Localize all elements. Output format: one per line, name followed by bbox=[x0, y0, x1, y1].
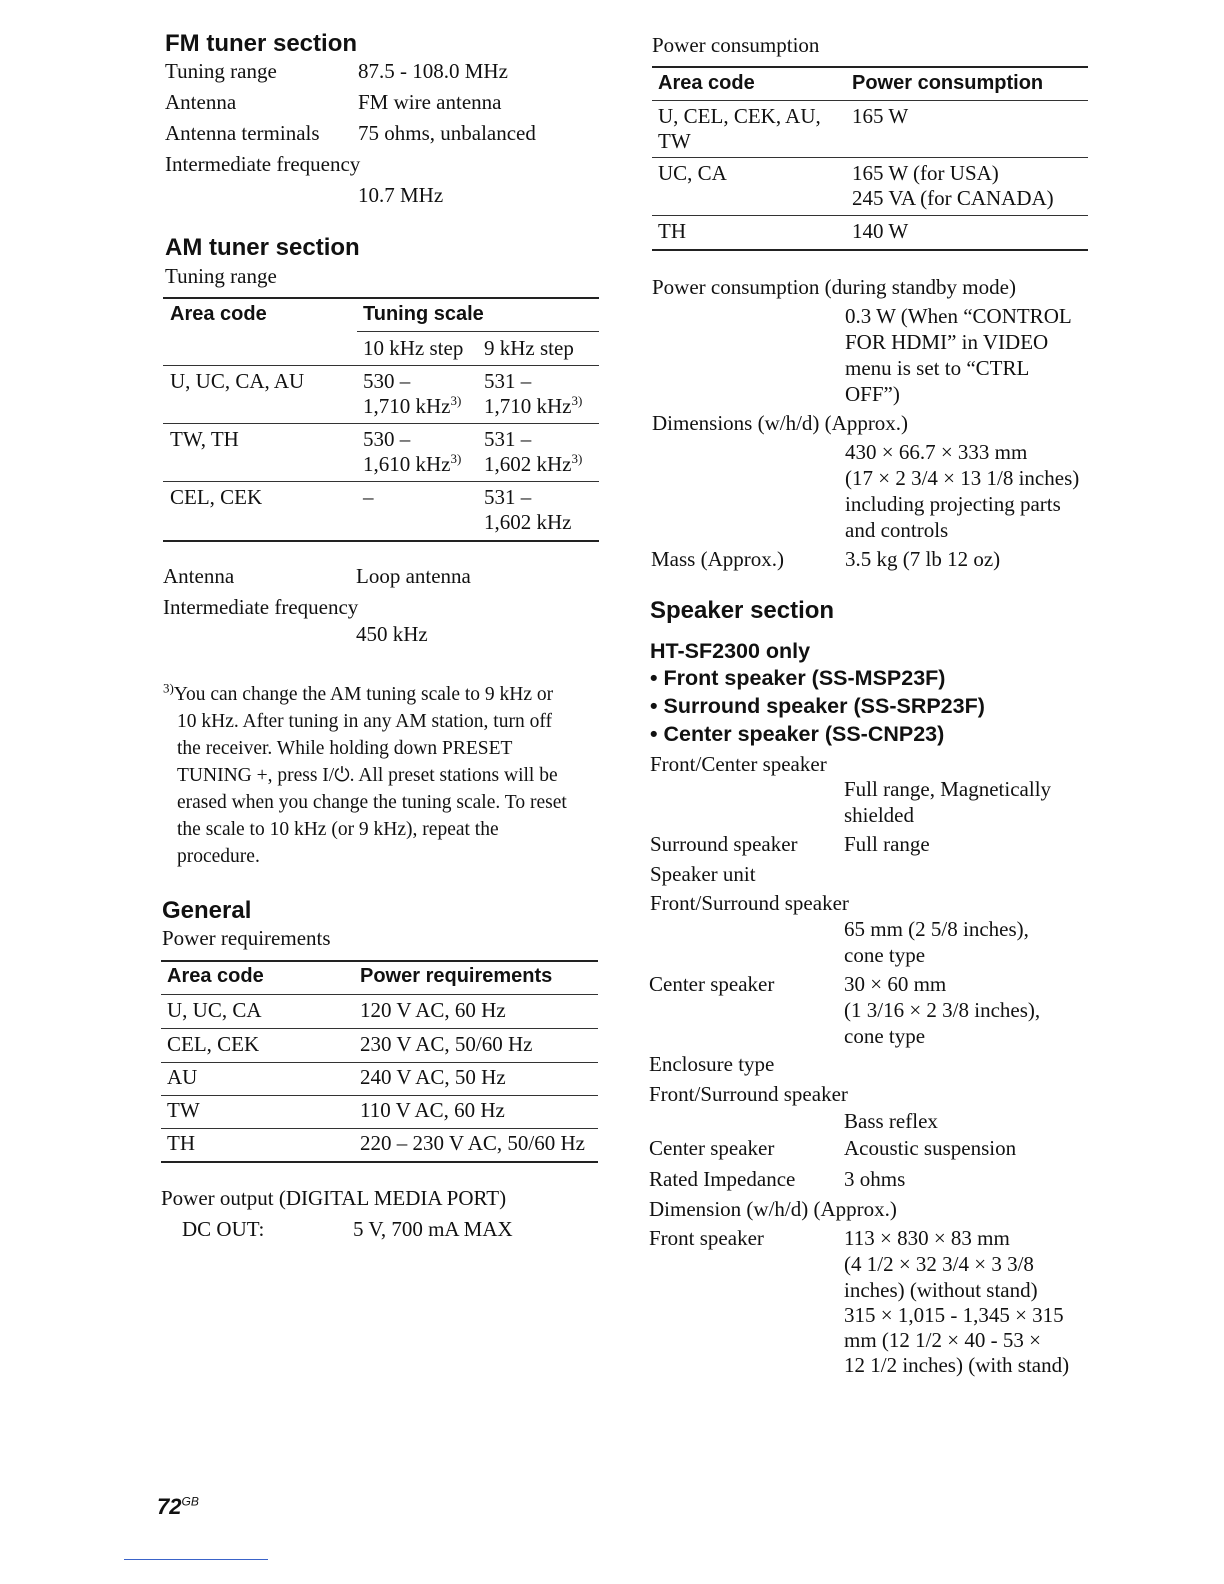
enclosure-center-value: Acoustic suspension bbox=[844, 1136, 1017, 1160]
fm-section-title: FM tuner section bbox=[165, 30, 358, 57]
front-speaker-line: 315 × 1,015 - 1,345 × 315 bbox=[844, 1303, 1064, 1327]
consumption-row-value: 140 W bbox=[852, 219, 909, 243]
power-table-rule bbox=[161, 1028, 598, 1029]
am-table-header-9k: 9 kHz step bbox=[484, 336, 574, 360]
consumption-row-value: 165 W bbox=[852, 104, 909, 128]
center-line: cone type bbox=[844, 1024, 926, 1048]
front-speaker-line: (4 1/2 × 32 3/4 × 3 3/8 bbox=[844, 1252, 1034, 1276]
enclosure-label: Enclosure type bbox=[649, 1052, 775, 1076]
standby-line: FOR HDMI” in VIDEO bbox=[845, 330, 1049, 354]
general-section-title: General bbox=[162, 897, 252, 924]
am-row-10k-end: 1,710 kHz$^{3)}$ bbox=[363, 393, 462, 418]
fm-tuning-range-label: Tuning range bbox=[165, 59, 277, 83]
am-row-10k-start: 530 – bbox=[363, 427, 411, 451]
power-row-area: TH bbox=[167, 1131, 195, 1155]
impedance-label: Rated Impedance bbox=[649, 1167, 796, 1191]
speaker-section-title: Speaker section bbox=[650, 597, 835, 624]
consumption-table-bottom-rule bbox=[652, 249, 1088, 251]
power-table-bottom-rule bbox=[161, 1161, 598, 1163]
power-table-rule bbox=[161, 1128, 598, 1129]
speaker-dimension-label: Dimension (w/h/d) (Approx.) bbox=[649, 1197, 897, 1221]
am-row-10k-end: 1,610 kHz$^{3)}$ bbox=[363, 451, 462, 476]
am-tuning-range-label: Tuning range bbox=[165, 264, 277, 288]
dimensions-line: 430 × 66.7 × 333 mm bbox=[845, 440, 1028, 464]
center-label: Center speaker bbox=[649, 972, 775, 996]
front-speaker-line: mm (12 1/2 × 40 - 53 × bbox=[844, 1328, 1041, 1352]
fm-if-value: 10.7 MHz bbox=[358, 183, 444, 207]
front-surround-line: 65 mm (2 5/8 inches), bbox=[844, 917, 1029, 941]
power-table-rule bbox=[161, 1095, 598, 1096]
am-row-9k-end: 1,602 kHz$^{3)}$ bbox=[484, 451, 583, 476]
standby-line: menu is set to “CTRL bbox=[845, 356, 1030, 380]
am-row-9k-start: 531 – bbox=[484, 369, 532, 393]
am-row-10k-start: – bbox=[363, 485, 374, 509]
surround-value: Full range bbox=[844, 832, 930, 856]
power-requirements-label: Power requirements bbox=[162, 926, 331, 950]
power-table-top-rule bbox=[161, 960, 598, 962]
dc-out-label: DC OUT: bbox=[182, 1217, 265, 1241]
power-row-req: 220 – 230 V AC, 50/60 Hz bbox=[360, 1131, 585, 1155]
footnote-mark: 3) bbox=[163, 680, 174, 696]
am-if-label: Intermediate frequency bbox=[163, 595, 359, 619]
dimensions-label: Dimensions (w/h/d) (Approx.) bbox=[652, 411, 909, 435]
am-row-rule bbox=[163, 481, 599, 482]
am-section-title: AM tuner section bbox=[165, 234, 360, 261]
enclosure-center-label: Center speaker bbox=[649, 1136, 775, 1160]
consumption-table-rule bbox=[652, 215, 1088, 216]
am-row-area: U, UC, CA, AU bbox=[170, 369, 305, 393]
am-table-header-area: Area code bbox=[170, 303, 267, 325]
am-antenna-label: Antenna bbox=[163, 564, 235, 588]
impedance-value: 3 ohms bbox=[844, 1167, 906, 1191]
consumption-header-pc: Power consumption bbox=[852, 72, 1044, 94]
consumption-row-value: 165 W (for USA) bbox=[852, 161, 999, 185]
power-table-rule bbox=[161, 1062, 598, 1063]
am-row-rule bbox=[163, 423, 599, 424]
dimensions-line: and controls bbox=[845, 518, 949, 542]
power-table-rule bbox=[161, 994, 598, 995]
power-row-req: 110 V AC, 60 Hz bbox=[360, 1098, 505, 1122]
consumption-header-area: Area code bbox=[658, 72, 755, 94]
power-output-label: Power output (DIGITAL MEDIA PORT) bbox=[161, 1186, 507, 1210]
speaker-unit-label: Speaker unit bbox=[650, 862, 756, 886]
am-if-value: 450 kHz bbox=[356, 622, 428, 646]
front-speaker-line: 113 × 830 × 83 mm bbox=[844, 1226, 1010, 1250]
consumption-row-area-cont: TW bbox=[658, 129, 691, 153]
power-row-area: AU bbox=[167, 1065, 198, 1089]
consumption-row-area: U, CEL, CEK, AU, bbox=[658, 104, 821, 128]
front-center-line: shielded bbox=[844, 803, 914, 827]
page-number: $72^{GB}$ bbox=[157, 1494, 199, 1519]
dimensions-line: including projecting parts bbox=[845, 492, 1061, 516]
power-table-header-req: Power requirements bbox=[360, 965, 553, 987]
consumption-table-rule bbox=[652, 100, 1088, 101]
fm-antenna-terminals-label: Antenna terminals bbox=[165, 121, 320, 145]
am-row-9k-start: 531 – bbox=[484, 427, 532, 451]
am-row-9k-end: 1,602 kHz bbox=[484, 510, 572, 534]
front-speaker-line: inches) (without stand) bbox=[844, 1278, 1038, 1302]
power-consumption-label: Power consumption bbox=[652, 33, 820, 57]
am-row-9k-end: 1,710 kHz$^{3)}$ bbox=[484, 393, 583, 418]
power-row-req: 120 V AC, 60 Hz bbox=[360, 998, 506, 1022]
am-footnote: $^{3)}$You can change the AM tuning scale to 9 kHz or 10 kHz. After tuning in any AM station, turn off the receiver. While holding down PRESET TUNING +, press I/⏻. All preset stations will be erased when you change the tuning scale. To reset the scale to 10 kHz (or 9 kHz), repeat the procedure. bbox=[163, 680, 567, 867]
standby-line: OFF”) bbox=[845, 382, 900, 406]
fm-antenna-terminals-value: 75 ohms, unbalanced bbox=[358, 121, 536, 145]
consumption-row-area: TH bbox=[658, 219, 686, 243]
front-speaker-label: Front speaker bbox=[649, 1226, 764, 1250]
dimensions-line: (17 × 2 3/4 × 13 1/8 inches) bbox=[845, 466, 1080, 490]
fm-tuning-range-value: 87.5 - 108.0 MHz bbox=[358, 59, 508, 83]
consumption-row-value-cont: 245 VA (for CANADA) bbox=[852, 186, 1054, 210]
front-center-line: Full range, Magnetically bbox=[844, 777, 1052, 801]
surround-label: Surround speaker bbox=[650, 832, 798, 856]
speaker-model-only: HT-SF2300 only bbox=[650, 639, 811, 663]
am-row-area: CEL, CEK bbox=[170, 485, 263, 509]
consumption-row-area: UC, CA bbox=[658, 161, 727, 185]
front-speaker-line: 12 1/2 inches) (with stand) bbox=[844, 1353, 1070, 1377]
front-center-label: Front/Center speaker bbox=[650, 752, 827, 776]
fm-antenna-value: FM wire antenna bbox=[358, 90, 502, 114]
fm-antenna-label: Antenna bbox=[165, 90, 237, 114]
standby-line: 0.3 W (When “CONTROL bbox=[845, 304, 1072, 328]
power-row-req: 240 V AC, 50 Hz bbox=[360, 1065, 506, 1089]
front-surround-label: Front/Surround speaker bbox=[650, 891, 849, 915]
am-antenna-value: Loop antenna bbox=[356, 564, 471, 588]
front-surround-line: cone type bbox=[844, 943, 926, 967]
am-table-header-10k: 10 kHz step bbox=[363, 336, 464, 360]
bottom-link-rule bbox=[124, 1559, 268, 1560]
enclosure-front-surround-value: Bass reflex bbox=[844, 1109, 938, 1133]
am-row-area: TW, TH bbox=[170, 427, 239, 451]
speaker-bullet: • Center speaker (SS-CNP23) bbox=[650, 722, 945, 746]
center-line: 30 × 60 mm bbox=[844, 972, 947, 996]
enclosure-front-surround-label: Front/Surround speaker bbox=[649, 1082, 848, 1106]
consumption-table-rule bbox=[652, 157, 1088, 158]
am-table-header-rule bbox=[163, 365, 599, 366]
dc-out-value: 5 V, 700 mA MAX bbox=[353, 1217, 513, 1241]
mass-label: Mass (Approx.) bbox=[651, 547, 784, 571]
center-line: (1 3/16 × 2 3/8 inches), bbox=[844, 998, 1041, 1022]
power-row-area: U, UC, CA bbox=[167, 998, 262, 1022]
power-row-area: CEL, CEK bbox=[167, 1032, 260, 1056]
am-table-subheader-rule bbox=[357, 331, 599, 332]
am-table-header-scale: Tuning scale bbox=[363, 303, 484, 325]
fm-if-label: Intermediate frequency bbox=[165, 152, 361, 176]
mass-value: 3.5 kg (7 lb 12 oz) bbox=[845, 547, 1001, 571]
am-row-10k-start: 530 – bbox=[363, 369, 411, 393]
consumption-table-top-rule bbox=[652, 66, 1088, 68]
speaker-bullet: • Surround speaker (SS-SRP23F) bbox=[650, 694, 985, 718]
am-table-bottom-rule bbox=[163, 540, 599, 542]
power-row-req: 230 V AC, 50/60 Hz bbox=[360, 1032, 533, 1056]
speaker-bullet: • Front speaker (SS-MSP23F) bbox=[650, 666, 946, 690]
standby-label: Power consumption (during standby mode) bbox=[652, 275, 1016, 299]
power-row-area: TW bbox=[167, 1098, 200, 1122]
power-table-header-area: Area code bbox=[167, 965, 264, 987]
am-table-top-rule bbox=[163, 297, 599, 299]
am-row-9k-start: 531 – bbox=[484, 485, 532, 509]
